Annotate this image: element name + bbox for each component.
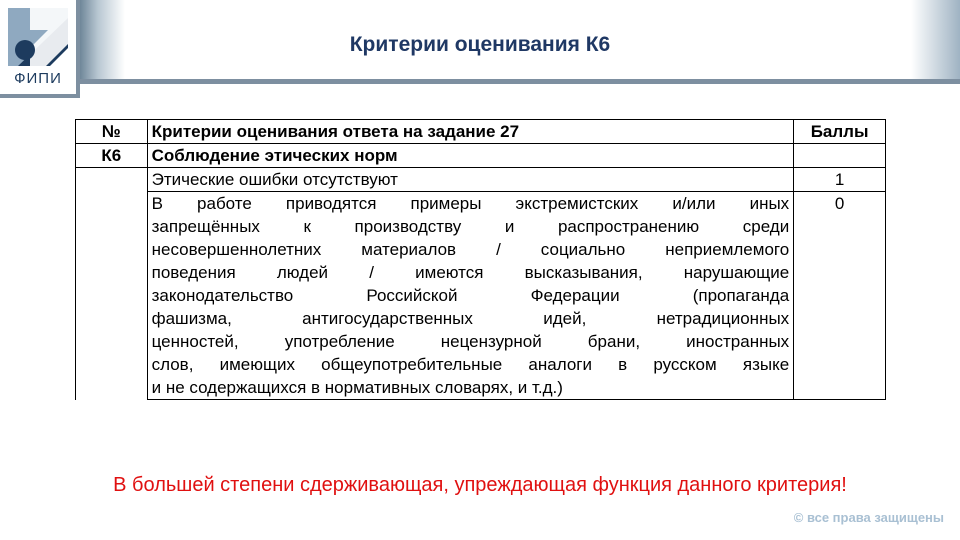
logo-text: ФИПИ [14,70,62,87]
row-line: законодательство Российской Федерации (пропаганда [151,286,790,305]
row-points: 1 [794,168,886,192]
row-text-multiline [147,192,794,400]
row-line: слов, имеющих общеупотребительные аналоги в русском языке [151,355,790,374]
page-title: Критерии оценивания К6 [349,33,611,56]
row-text: Этические ошибки отсутствуют [147,168,794,192]
note-text: В большей степени сдерживающая, упреждающая функция данного критерия! [113,474,847,496]
table-header-row [76,120,886,144]
header-points: Баллы [794,120,886,144]
row-line: фашизма, антигосударственных идей, нетрадиционных [151,309,790,328]
table-row [76,168,886,192]
row-line: и не содержащихся в нормативных словарях, и т.д.) [151,378,563,397]
row-line: запрещённых к производству и распространению среди [151,217,790,236]
criterion-points-empty [794,144,886,168]
num-empty [76,168,148,400]
row-points: 0 [794,192,886,400]
criteria-table [75,119,886,400]
header-divider [80,79,960,84]
criterion-num: К6 [76,144,148,168]
row-line: ценностей, употребление нецензурной брани, иностранных [151,332,790,351]
row-line: В работе приводятся примеры экстремистских и/или иных [151,194,790,213]
copyright-text: © все права защищены [793,510,944,525]
header-criteria: Критерии оценивания ответа на задание 27 [147,120,794,144]
row-line: поведения людей / имеются высказывания, нарушающие [151,263,790,282]
header-num: № [76,120,148,144]
criterion-row [76,144,886,168]
table-row [76,192,886,400]
criterion-name: Соблюдение этических норм [147,144,794,168]
row-line: несовершеннолетних материалов / социально неприемлемого [151,240,790,259]
